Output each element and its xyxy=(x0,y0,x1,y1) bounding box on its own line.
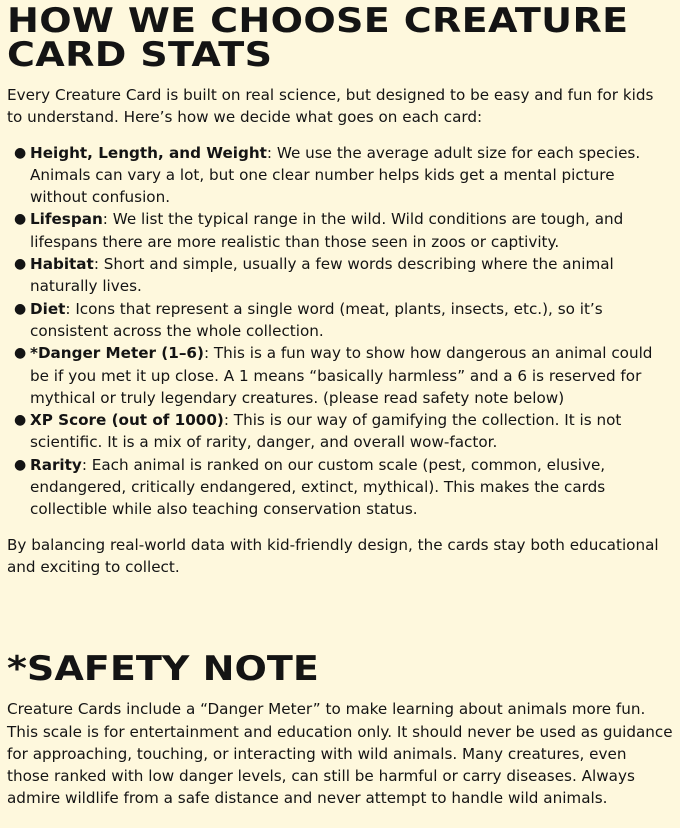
list-item xyxy=(14,342,673,409)
list-item xyxy=(14,142,673,209)
safety-note-paragraph: Creature Cards include a “Danger Meter” to make learning about animals more fun. This scale is for entertainment and education only. It should never be used as guidance for approaching, touching, or interacting with wild animals. Many creatures, even those ranked with low danger levels, can still be harmful or carry diseases. Always admire wildlife from a safe distance and never attempt to handle wild animals. xyxy=(7,700,673,808)
bullet-icon: ● xyxy=(14,345,27,362)
item-text: : Short and simple, usually a few words describing where the animal naturally lives. xyxy=(30,255,614,296)
outro-paragraph: By balancing real-world data with kid-friendly design, the cards stay both educational and exciting to collect. xyxy=(7,535,659,576)
list-item xyxy=(14,253,673,298)
page-title xyxy=(7,1,668,75)
title-line-1: HOW WE CHOOSE CREATURE xyxy=(7,1,629,41)
item-text: : Icons that represent a single word (meat, plants, insects, etc.), so it’s consistent across the whole collection. xyxy=(30,299,603,340)
item-label: XP Score (out of 1000) xyxy=(30,411,224,430)
item-text: : We use the average adult size for each species. Animals can vary a lot, but one clear number helps kids get a mental picture without confusion. xyxy=(30,143,641,207)
item-label: Habitat xyxy=(30,255,94,274)
list-item xyxy=(14,409,673,454)
item-text: : We list the typical range in the wild. Wild conditions are tough, and lifespans there are more realistic than those seen in zoos or captivity. xyxy=(30,210,624,251)
safety-note-title: *SAFETY NOTE xyxy=(7,649,319,690)
item-label: Rarity xyxy=(30,455,82,474)
bullet-icon: ● xyxy=(14,211,27,228)
intro-paragraph: Every Creature Card is built on real science, but designed to be easy and fun for kids to understand. Here’s how we decide what goes on each card: xyxy=(7,86,654,127)
item-label: *Danger Meter (1–6) xyxy=(30,344,204,363)
bullet-icon: ● xyxy=(14,456,27,473)
title-line-2: CARD STATS xyxy=(7,35,273,75)
list-item xyxy=(14,454,673,521)
bullet-icon: ● xyxy=(14,144,27,161)
stats-list xyxy=(7,142,673,521)
item-text: : This is our way of gamifying the collection. It is not scientific. It is a mix of rarity, danger, and overall wow-factor. xyxy=(30,411,622,452)
list-item xyxy=(14,208,673,253)
item-text: : Each animal is ranked on our custom scale (pest, common, elusive, endangered, critically endangered, extinct, mythical). This makes the cards collectible while also teaching conservation status. xyxy=(30,455,606,519)
bullet-icon: ● xyxy=(14,256,27,273)
bullet-icon: ● xyxy=(14,412,27,429)
item-label: Lifespan xyxy=(30,210,103,229)
item-text: : This is a fun way to show how dangerous an animal could be if you met it up close. A 1 means “basically harmless” and a 6 is reserved for mythical or truly legendary creatures. (please read safety note below) xyxy=(30,344,653,407)
item-label: Height, Length, and Weight xyxy=(30,143,267,162)
list-item xyxy=(14,298,673,343)
item-label: Diet xyxy=(30,299,66,318)
bullet-icon: ● xyxy=(14,300,27,317)
